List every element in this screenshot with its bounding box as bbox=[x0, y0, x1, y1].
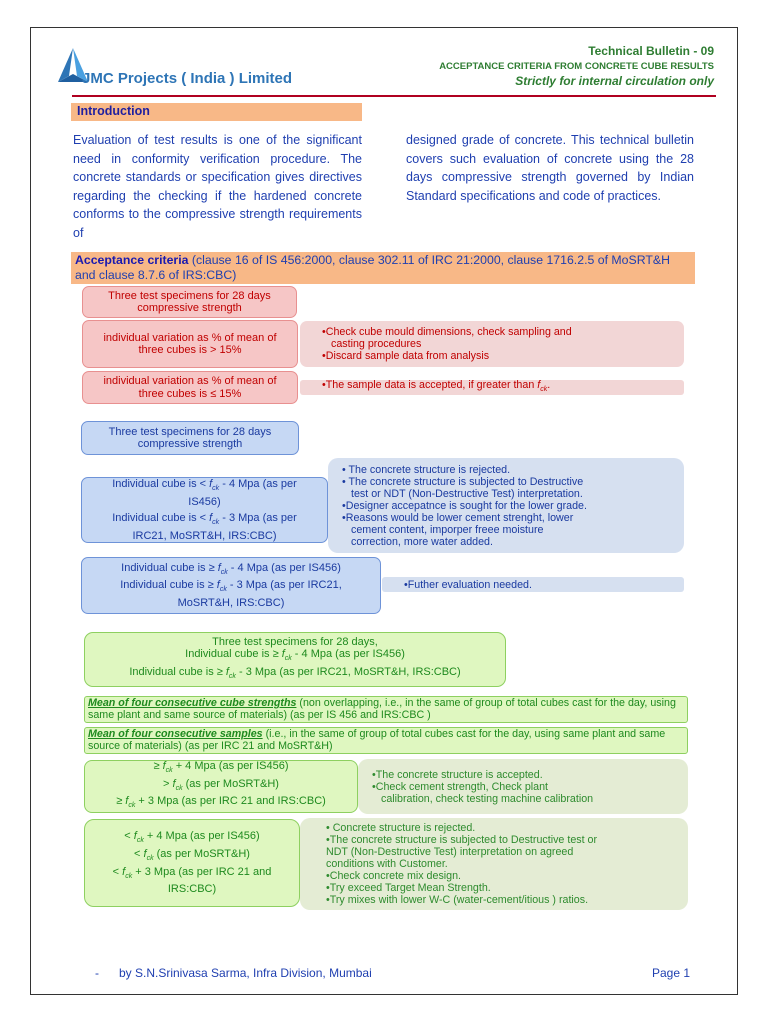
text-line: •Check cement strength, Check plant bbox=[372, 780, 549, 793]
page-number: Page 1 bbox=[652, 966, 691, 980]
text-line: (as per MoSRT&H) bbox=[153, 847, 250, 860]
fck-symbol: f bbox=[537, 378, 541, 391]
text-line: Individual cube is ≥ bbox=[121, 561, 218, 574]
fck-subscript: ck bbox=[212, 519, 220, 527]
text-line: individual variation as % of mean of bbox=[103, 375, 277, 387]
fck-subscript: ck bbox=[284, 655, 292, 663]
fck-subscript: ck bbox=[220, 568, 228, 576]
text-line: Individual cube is < bbox=[112, 512, 210, 524]
text-line: Mean of four consecutive cube strengths bbox=[88, 697, 297, 709]
fck-symbol: f bbox=[143, 847, 147, 860]
red-box-variation-high bbox=[82, 320, 298, 368]
text-line: Three test specimens for 28 days bbox=[108, 289, 271, 302]
green-box-specimens bbox=[84, 632, 506, 687]
fck-symbol: f bbox=[281, 648, 285, 661]
text-line: Three test specimens for 28 days bbox=[108, 425, 272, 438]
text-line: Individual cube is ≥ bbox=[129, 665, 226, 678]
fck-subscript: ck bbox=[175, 784, 183, 792]
text-line: + 4 Mpa (as per IS456) bbox=[172, 759, 289, 772]
blue-result-further bbox=[382, 577, 684, 592]
fck-symbol: f bbox=[225, 665, 229, 678]
bulletin-subtitle: ACCEPTANCE CRITERIA FROM CONCRETE CUBE RESULTS bbox=[439, 61, 714, 72]
text-line: ≥ bbox=[153, 759, 163, 772]
text-line: correction, more water added. bbox=[351, 535, 493, 548]
text-line: - 4 Mpa (as per IS456) bbox=[227, 561, 341, 574]
fck-symbol: f bbox=[209, 477, 213, 490]
text-line: IRC21, MoSRT&H, IRS:CBC) bbox=[132, 529, 277, 542]
green-mean-cube-strengths bbox=[84, 696, 688, 723]
text-line: • The concrete structure is rejected. bbox=[342, 463, 511, 476]
fck-subscript: ck bbox=[212, 485, 220, 492]
blue-result-rejected bbox=[328, 458, 684, 553]
blue-box-above-limit bbox=[81, 557, 381, 614]
text-line: Mean of four consecutive samples bbox=[88, 728, 263, 740]
text-line: MoSRT&H, IRS:CBC) bbox=[177, 596, 285, 609]
green-result-rejected bbox=[300, 818, 688, 910]
fck-symbol: f bbox=[172, 777, 176, 790]
text-line: casting procedures bbox=[331, 338, 422, 350]
text-line: compressive strength bbox=[137, 302, 242, 314]
text-line: - 4 Mpa (as per IS456) bbox=[291, 648, 405, 661]
text-line: - 3 Mpa (as per bbox=[219, 512, 297, 524]
text-line: cement content, imporper freee moisture bbox=[351, 523, 544, 536]
text-line: •Designer accepatnce is sought for the lower grade. bbox=[342, 499, 587, 512]
fck-subscript: ck bbox=[146, 855, 154, 863]
text-line: Individual cube is < bbox=[112, 477, 210, 490]
text-line: - 3 Mpa (as per IRC21, bbox=[226, 579, 342, 592]
text-line: < bbox=[134, 847, 144, 860]
text-line: test or NDT (Non-Destructive Test) interpretation. bbox=[351, 487, 583, 500]
intro-heading-bar bbox=[71, 103, 362, 121]
acceptance-clause: (clause 16 of IS 456:2000, clause 302.11 of IRC 21:2000, clause 1716.2.5 of MoSRT&H and clause 8.7.6 of IRS:CBC) bbox=[75, 253, 670, 282]
text-line: + 4 Mpa (as per IS456) bbox=[143, 830, 260, 843]
fck-subscript: ck bbox=[136, 837, 144, 845]
green-box-mean-above bbox=[84, 760, 358, 813]
red-result-accept: •The sample data is accepted, if greater than $f_{ck}$. bbox=[300, 380, 684, 395]
fck-subscript: ck bbox=[540, 386, 548, 394]
intro-column-left: Evaluation of test results is one of the significant need in conformity verification procedure. The concrete standards or specification gives directives regarding the checking if the hardened concrete conforms to the compressive strength requirements of bbox=[73, 133, 362, 240]
text-line: (i.e., in the same of group of total cubes cast for the day, using same plant and same source of materials) (as per IRC 21 and MoSRT&H) bbox=[88, 728, 666, 752]
green-box-mean-below bbox=[84, 819, 300, 907]
text-line: individual variation as % of mean of bbox=[103, 331, 277, 344]
text-line: IRS:CBC) bbox=[167, 883, 217, 896]
fck-subscript: ck bbox=[165, 767, 173, 775]
intro-column-right: designed grade of concrete. This technical bulletin covers such evaluation of concrete using the 28 days compressive strength governed by Indian Standard specifications and code of practices. bbox=[406, 133, 694, 203]
text-line: < bbox=[124, 830, 134, 843]
fck-symbol: f bbox=[133, 830, 137, 843]
green-result-accepted bbox=[358, 759, 688, 814]
text-line: ≥ bbox=[116, 795, 126, 808]
fck-symbol: f bbox=[162, 759, 166, 772]
header-divider bbox=[72, 95, 716, 97]
red-box-specimens bbox=[82, 286, 297, 318]
acceptance-heading-bar bbox=[71, 252, 695, 284]
text-line: calibration, check testing machine calibration bbox=[381, 792, 594, 805]
text-line: •Check concrete mix design. bbox=[326, 870, 462, 882]
intro-heading: Introduction bbox=[77, 104, 150, 118]
text-line: three cubes is ≤ 15% bbox=[138, 387, 242, 400]
red-result-discard bbox=[300, 321, 684, 367]
text-line: - 4 Mpa (as per bbox=[219, 477, 297, 490]
text-line: IS456) bbox=[188, 495, 221, 508]
acceptance-heading: Acceptance criteria bbox=[75, 253, 189, 267]
fck-symbol: f bbox=[125, 795, 129, 808]
fck-symbol: f bbox=[122, 865, 126, 878]
blue-box-below-limit bbox=[81, 477, 328, 543]
red-box-variation-low bbox=[82, 371, 298, 404]
fck-symbol: f bbox=[217, 561, 221, 574]
company-name: JMC Projects ( India ) Limited bbox=[82, 70, 293, 87]
text-line: + 3 Mpa (as per IRC 21 and IRS:CBC) bbox=[135, 795, 326, 808]
text-line: - 3 Mpa (as per IRC21, MoSRT&H, IRS:CBC) bbox=[235, 665, 461, 678]
text-line: •Try exceed Target Mean Strength. bbox=[326, 882, 491, 894]
text-line: •The concrete structure is subjected to Destructive test or bbox=[326, 834, 598, 846]
text-line: (non overlapping, i.e., in the same of group of total cubes cast for the day, using same plant and same source of materials) (as per IS 456 and IRS:CBC ) bbox=[88, 697, 676, 721]
text-line: Individual cube is ≥ bbox=[120, 579, 217, 592]
text-line: compressive strength bbox=[137, 438, 243, 450]
fck-subscript: ck bbox=[125, 872, 133, 880]
circulation-note: Strictly for internal circulation only bbox=[515, 74, 714, 88]
text-line: • The concrete structure is subjected to Destructive bbox=[342, 475, 584, 488]
text-line: < bbox=[112, 865, 123, 878]
text-line: + 3 Mpa (as per IRC 21 and bbox=[132, 865, 272, 878]
text-line: > bbox=[163, 777, 173, 790]
bulletin-title: Technical Bulletin - 09 bbox=[588, 44, 714, 58]
text-line: Three test specimens for 28 days, bbox=[212, 635, 378, 648]
text-line: (as per MoSRT&H) bbox=[182, 777, 279, 790]
blue-box-specimens bbox=[81, 421, 299, 455]
text-line: •The concrete structure is accepted. bbox=[372, 768, 543, 781]
text-line: •Check cube mould dimensions, check sampling and bbox=[322, 326, 572, 338]
fck-symbol: f bbox=[216, 579, 220, 592]
fck-subscript: ck bbox=[228, 672, 236, 680]
fck-subscript: ck bbox=[219, 586, 227, 594]
text-line: conditions with Customer. bbox=[326, 858, 448, 870]
fck-symbol: f bbox=[209, 512, 213, 524]
footer-author: - by S.N.Srinivasa Sarma, Infra Division, Mumbai bbox=[95, 966, 372, 980]
text-line: Individual cube is ≥ bbox=[185, 648, 282, 661]
text-line: •The sample data is accepted, if greater than bbox=[322, 378, 535, 391]
fck-subscript: ck bbox=[128, 802, 136, 810]
text-line: three cubes is > 15% bbox=[138, 344, 242, 356]
text-line: •Futher evaluation needed. bbox=[404, 578, 532, 591]
text-line: •Reasons would be lower cement strenght, lower bbox=[342, 511, 574, 524]
text-line: NDT (Non-Destructive Test) interpretation on agreed bbox=[326, 846, 574, 858]
text-line: • Concrete structure is rejected. bbox=[326, 822, 476, 834]
text-line: •Try mixes with lower W-C (water-cement/itious ) ratios. bbox=[326, 894, 589, 906]
text-line: •Discard sample data from analysis bbox=[322, 350, 490, 362]
green-mean-samples bbox=[84, 727, 688, 754]
